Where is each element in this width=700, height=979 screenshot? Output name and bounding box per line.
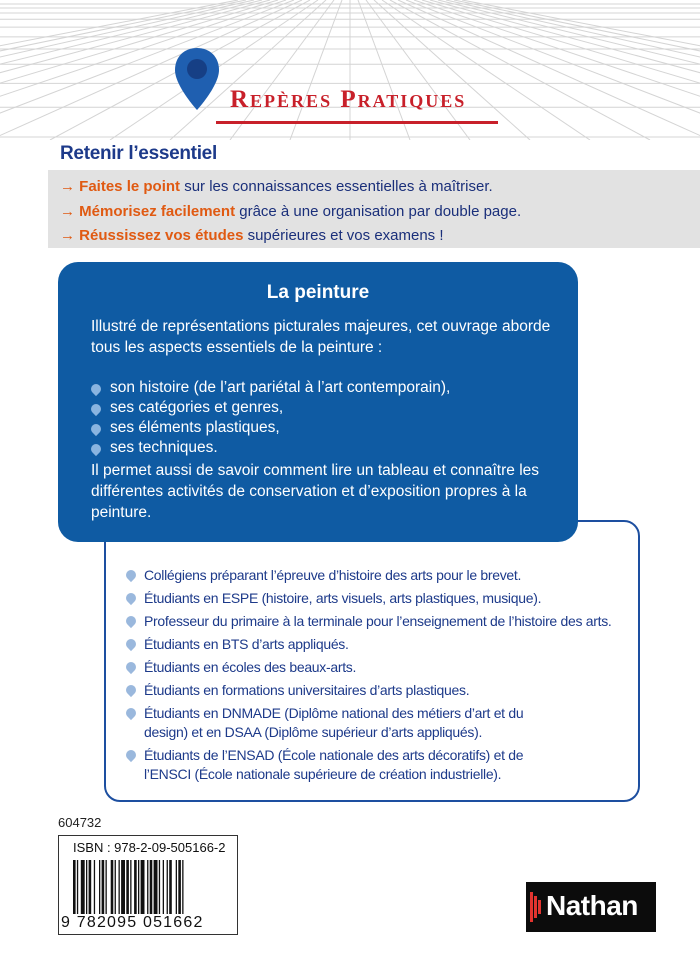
- audience-item: Étudiants en DNMADE (Diplôme national des métiers d’art et du design) et en DSAA (Diplôme supérieur d’arts appliqués).: [124, 704, 564, 742]
- panel-topic: son histoire (de l’art pariétal à l’art contemporain),: [91, 378, 450, 398]
- bullet-pin-icon: [124, 660, 138, 674]
- series-title-underline: [216, 121, 498, 124]
- panel-topic: ses techniques.: [91, 438, 450, 458]
- bullet-pin-icon: [124, 706, 138, 720]
- bullet-pin-icon: [124, 614, 138, 628]
- publisher-flag-icon: [530, 892, 544, 922]
- arrow-right-icon: →: [60, 203, 75, 220]
- grid-background: [0, 0, 700, 140]
- panel-outro: Il permet aussi de savoir comment lire un tableau et connaître les différentes activités de conservation et d’exposition propres à la peinture.: [91, 462, 540, 521]
- arrow-right-icon: →: [60, 178, 75, 195]
- intro-point: [60, 227, 444, 244]
- product-code: 604732: [58, 815, 102, 830]
- audience-item: Étudiants en BTS d’arts appliqués.: [124, 635, 612, 654]
- audience-list: [124, 566, 612, 788]
- intro-point-highlight: Mémorisez facilement: [79, 203, 236, 220]
- intro-point: [60, 178, 493, 195]
- barcode-bars: [73, 860, 231, 914]
- panel-topic: ses catégories et genres,: [91, 398, 450, 418]
- intro-point-highlight: Faites le point: [79, 178, 181, 195]
- section-heading: Retenir l’essentiel: [60, 143, 217, 164]
- intro-point-highlight: Réussissez vos études: [79, 227, 244, 244]
- bullet-pin-icon: [89, 442, 103, 456]
- audience-item: Étudiants en formations universitaires d’arts plastiques.: [124, 681, 612, 700]
- audience-item: Étudiants en écoles des beaux-arts.: [124, 658, 612, 677]
- publisher-logo: [526, 882, 656, 932]
- barcode-digits: 9 782095 051662: [61, 914, 204, 931]
- panel-topic: ses éléments plastiques,: [91, 418, 450, 438]
- audience-item: Étudiants en ESPE (histoire, arts visuels, arts plastiques, musique).: [124, 589, 612, 608]
- intro-point-text: supérieures et vos examens !: [243, 227, 444, 244]
- panel-intro: Illustré de représentations picturales majeures, cet ouvrage aborde tous les aspects essentiels de la peinture :: [91, 318, 551, 356]
- barcode: [58, 835, 238, 935]
- bullet-pin-icon: [89, 382, 103, 396]
- description-panel: [58, 262, 578, 542]
- intro-point-text: grâce à une organisation par double page.: [235, 203, 522, 220]
- intro-point-text: sur les connaissances essentielles à maîtriser.: [180, 178, 493, 195]
- series-title: Repères Pratiques: [230, 86, 467, 113]
- audience-item: Collégiens préparant l’épreuve d’histoire des arts pour le brevet.: [124, 566, 612, 585]
- intro-point: [60, 203, 521, 220]
- bullet-pin-icon: [124, 591, 138, 605]
- bullet-pin-icon: [124, 637, 138, 651]
- audience-item: Professeur du primaire à la terminale pour l’enseignement de l’histoire des arts.: [124, 612, 612, 631]
- bullet-pin-icon: [89, 402, 103, 416]
- book-title: La peinture: [266, 282, 370, 303]
- arrow-right-icon: →: [60, 227, 75, 244]
- bullet-pin-icon: [89, 422, 103, 436]
- publisher-name: Nathan: [546, 890, 638, 921]
- audience-item: Étudiants de l’ENSAD (École nationale des arts décoratifs) et de l’ENSCI (École nationale supérieure de création industrielle).: [124, 746, 564, 784]
- panel-topic-list: [91, 378, 450, 458]
- bullet-pin-icon: [124, 683, 138, 697]
- bullet-pin-icon: [124, 568, 138, 582]
- location-pin-icon: [172, 46, 222, 112]
- isbn-label: ISBN : 978-2-09-505166-2: [73, 840, 226, 855]
- bullet-pin-icon: [124, 748, 138, 762]
